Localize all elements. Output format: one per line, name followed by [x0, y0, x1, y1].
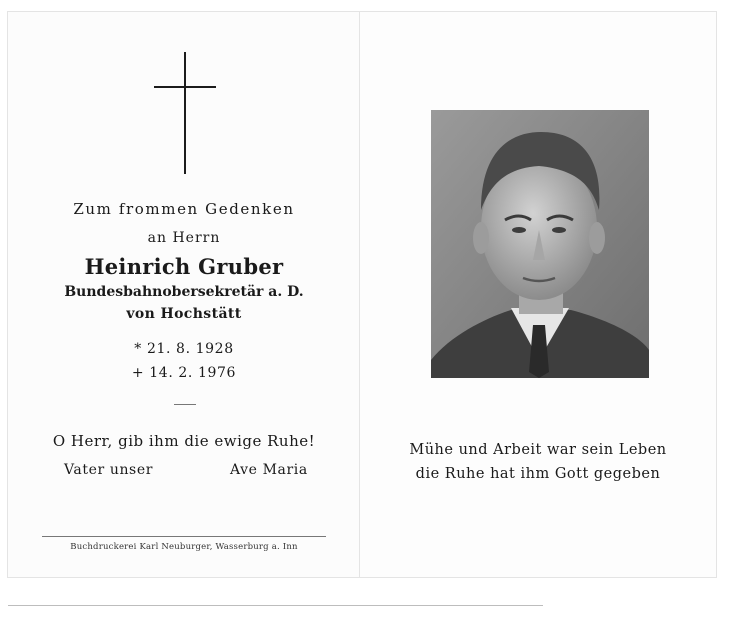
right-card-panel	[360, 12, 716, 577]
ave-maria-label: Ave Maria	[230, 462, 308, 478]
left-card-panel	[8, 12, 360, 577]
divider	[174, 404, 196, 405]
portrait-photo	[431, 110, 649, 378]
prayer-line: O Herr, gib ihm die ewige Ruhe!	[52, 432, 316, 450]
death-date: + 14. 2. 1976	[131, 365, 237, 381]
salutation: an Herrn	[147, 230, 221, 246]
motto-line-1: Mühe und Arbeit war sein Leben	[409, 442, 667, 458]
vater-unser-label: Vater unser	[64, 462, 154, 478]
deceased-name: Heinrich Gruber	[84, 254, 284, 279]
deceased-origin: von Hochstätt	[126, 306, 242, 322]
footer-divider	[42, 536, 326, 537]
motto-line-2: die Ruhe hat ihm Gott gegeben	[415, 466, 661, 482]
birth-date: * 21. 8. 1928	[134, 341, 234, 357]
deceased-title: Bundesbahnobersekretär a. D.	[64, 284, 304, 300]
memorial-heading: Zum frommen Gedenken	[73, 200, 295, 218]
cross-icon-horizontal	[154, 86, 216, 88]
cross-icon-vertical	[184, 52, 186, 174]
printer-imprint: Buchdruckerei Karl Neuburger, Wasserburg a. Inn	[70, 542, 298, 552]
next-card-edge	[8, 605, 543, 606]
